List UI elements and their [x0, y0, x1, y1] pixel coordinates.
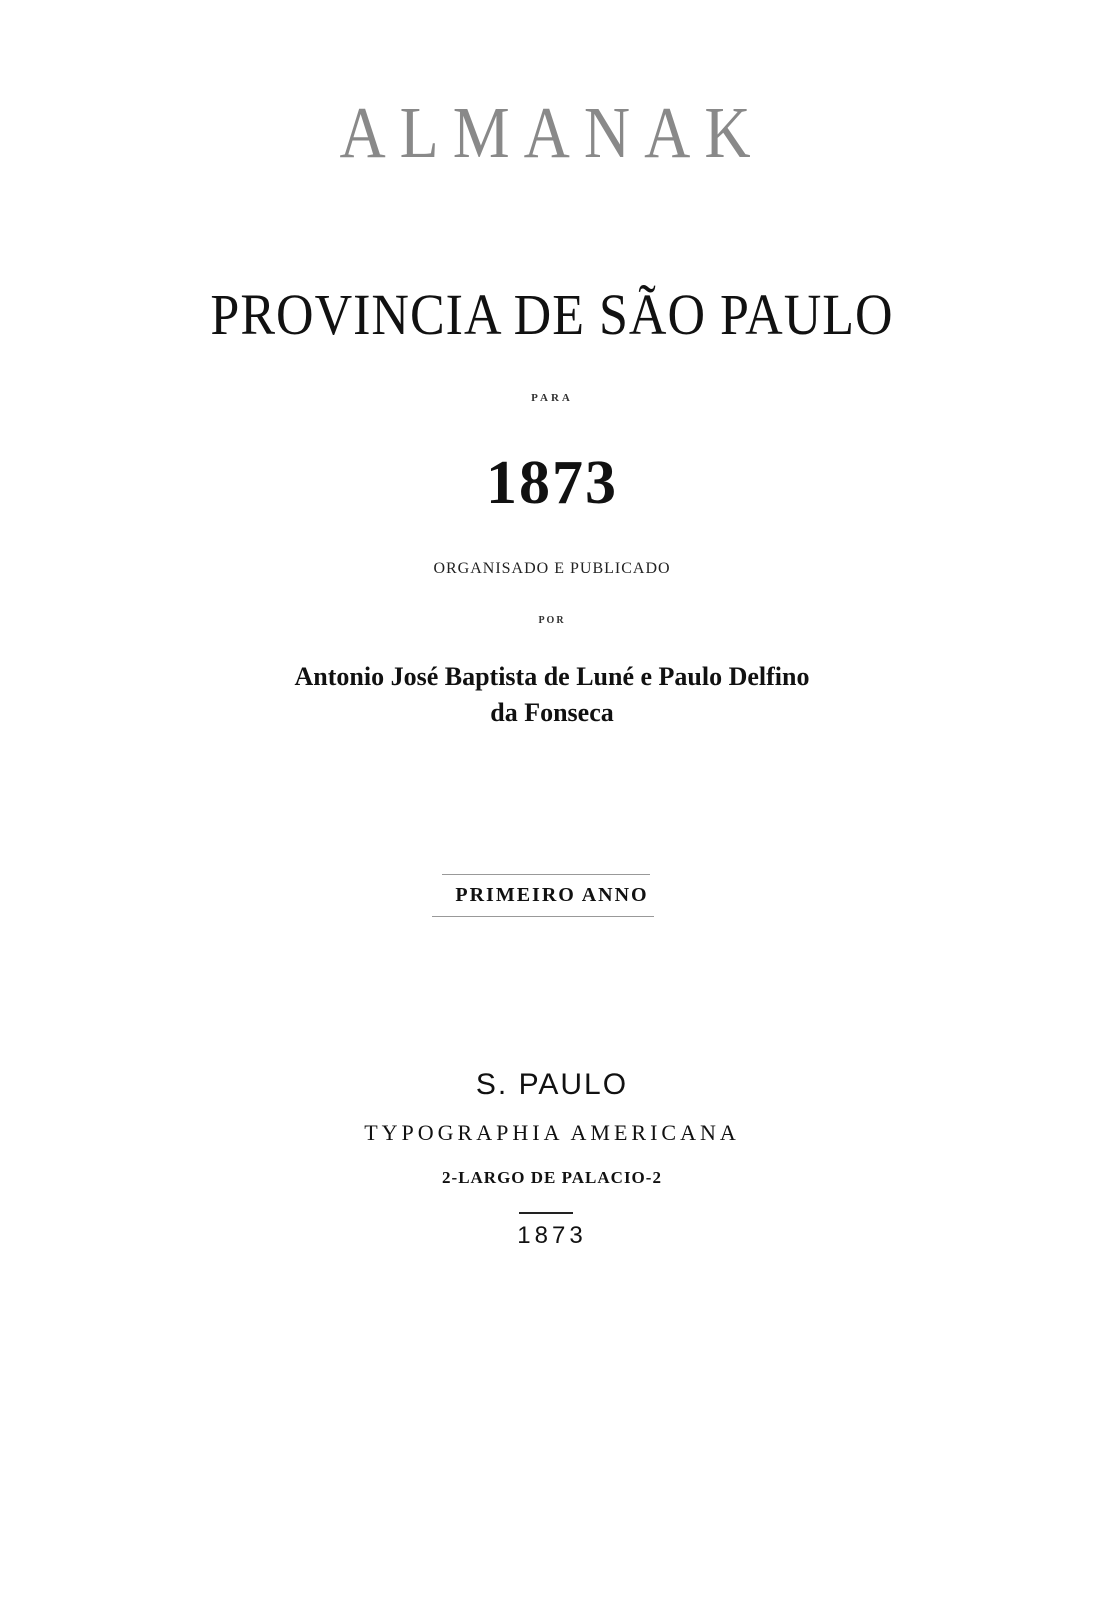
imprint-city: S. PAULO — [475, 1068, 629, 1101]
imprint-printer: TYPOGRAPHIA AMERICANA — [364, 1120, 740, 1145]
organised-published-label: ORGANISADO E PUBLICADO — [433, 560, 671, 577]
imprint-year: 1873 — [517, 1222, 587, 1249]
imprint-rule — [519, 1212, 573, 1214]
edition-label: PRIMEIRO ANNO — [455, 884, 649, 906]
edition-year: 1873 — [486, 449, 618, 517]
almanak-title: ALMANAK — [339, 91, 765, 174]
edition-rule-top — [442, 874, 650, 875]
edition-rule-bottom — [432, 916, 654, 917]
authors-line-2: da Fonseca — [490, 698, 614, 727]
para-label: PARA — [531, 392, 573, 404]
province-title: PROVINCIA DE SÃO PAULO — [210, 283, 894, 348]
authors-line-1: Antonio José Baptista de Luné e Paulo Delfino — [294, 662, 810, 691]
por-label: POR — [538, 615, 566, 626]
imprint-address: 2-LARGO DE PALACIO-2 — [442, 1168, 662, 1187]
